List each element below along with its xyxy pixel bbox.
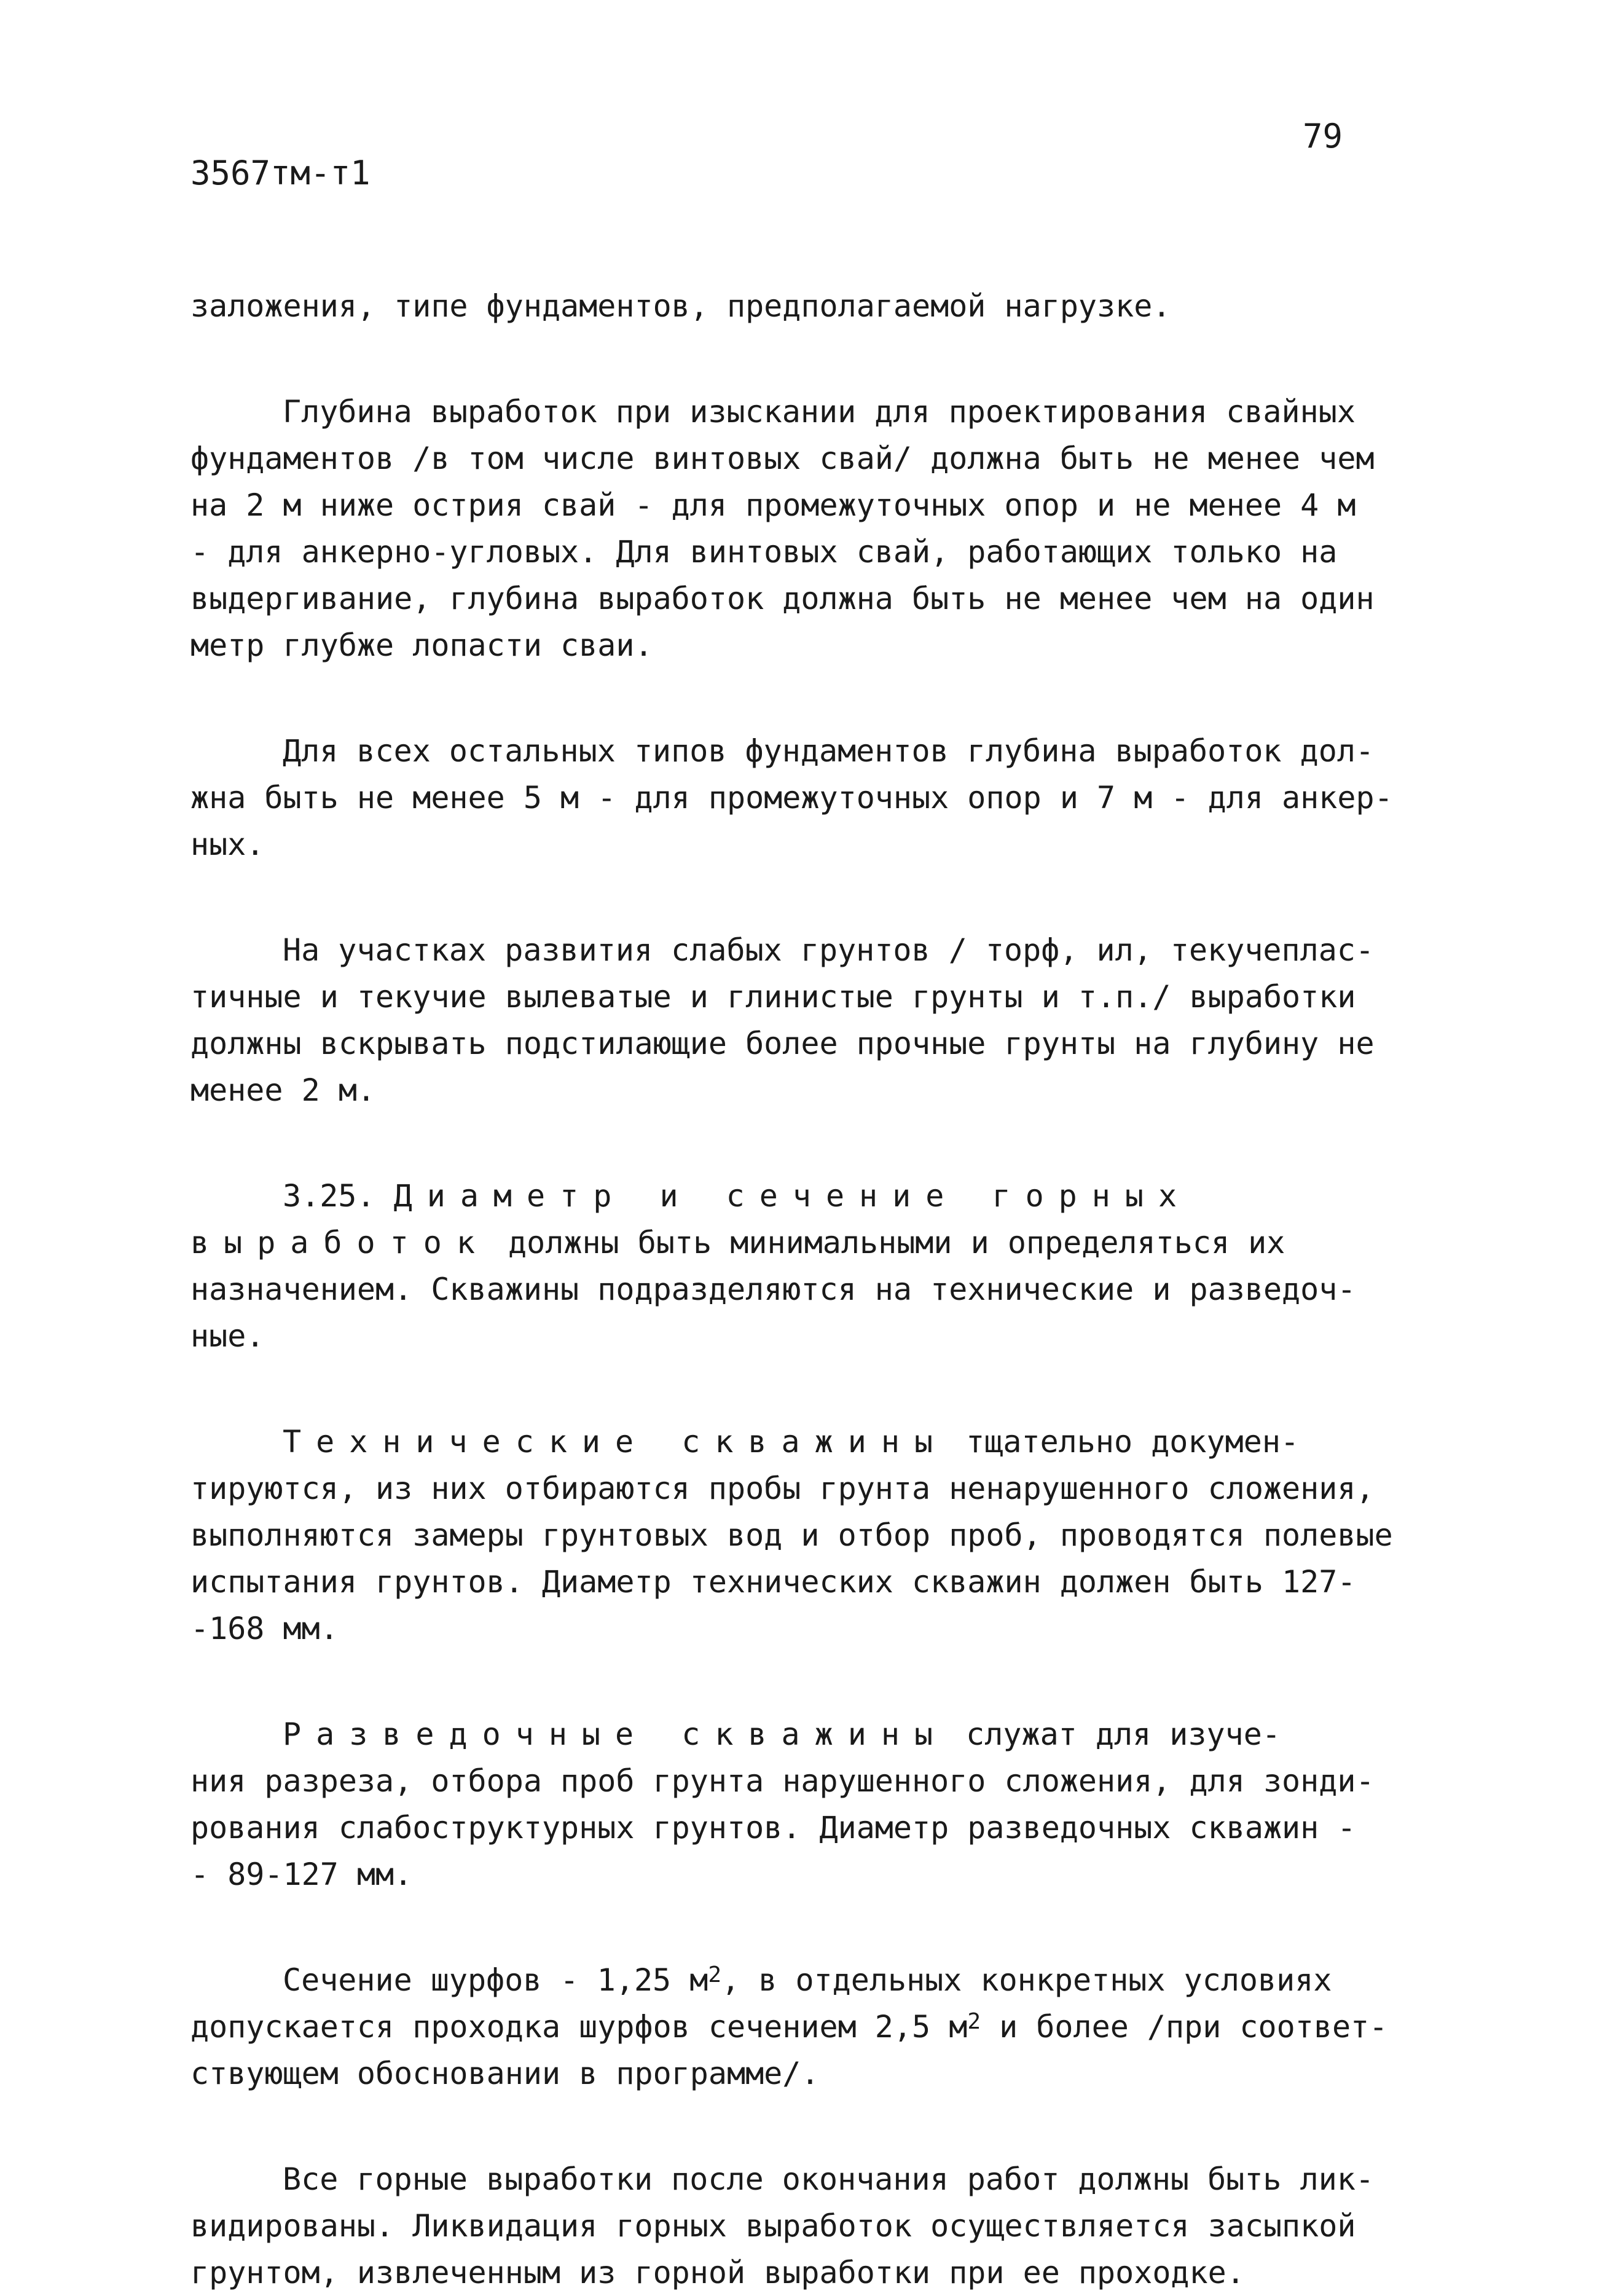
text-line: ния разреза, отбора проб грунта нарушенного сложения, для зонди- [190,1763,1375,1799]
text-span: и более /при соответ- [981,2009,1388,2045]
text-line: должны вскрывать подстилающие более прочные грунты на глубину не [190,1026,1375,1061]
text-line: Все горные выработки после окончания работ должны быть лик- [283,2161,1375,2197]
text-span: Сечение шурфов - 1,25 м [283,1962,708,1998]
text-line: назначением. Скважины подразделяются на технические и разведоч- [190,1272,1356,1307]
document-body [190,283,1419,2296]
superscript: 2 [967,2009,981,2034]
paragraph-2 [190,388,1419,669]
text-line [190,2003,1419,2050]
spaced-term: Технические скважины [283,1424,948,1460]
text-line: видированы. Ликвидация горных выработок осуществляется засыпкой [190,2208,1356,2244]
text-line [190,1418,1419,1465]
text-line: выполняются замеры грунтовых вод и отбор проб, проводятся полевые [190,1517,1393,1553]
text-line: фундаментов /в том числе винтовых свай/ должна быть не менее чем [190,441,1375,476]
text-line: на 2 м ниже острия свай - для промежуточных опор и не менее 4 м [190,487,1356,523]
text-line: тичные и текучие вылеватые и глинистые грунты и т.п./ выработки [190,979,1356,1015]
paragraph-3 [190,728,1419,868]
text-line: рования слабоструктурных грунтов. Диаметр разведочных скважин - [190,1810,1356,1846]
text-line: Для всех остальных типов фундаментов глубина выработок дол- [283,733,1375,769]
text-span: тщательно докумен- [966,1424,1300,1460]
text-span: , в отдельных конкретных условиях [721,1962,1332,1998]
text-span: служат для изуче- [966,1716,1281,1752]
spaced-term: Разведочные скважины [283,1716,948,1752]
text-line: менее 2 м. [190,1072,376,1108]
text-line [190,1957,1419,2003]
text-line: жна быть не менее 5 м - для промежуточных опор и 7 м - для анкер- [190,780,1393,816]
text-line [190,1219,1419,1266]
text-line: заложения, типе фундаментов, предполагаемой нагрузке. [190,288,1171,324]
document-code: 3567тм-т1 [190,154,371,192]
page-number: 79 [1303,117,1343,155]
text-line: грунтом, извлеченным из горной выработки при ее проходке. [190,2255,1245,2290]
text-line: Глубина выработок при изыскании для проектирования свайных [283,394,1356,430]
text-line: испытания грунтов. Диаметр технических скважин должен быть 127- [190,1564,1356,1600]
section-3-25 [190,1173,1419,1359]
spaced-heading: выработок [190,1225,490,1260]
text-line: ствующем обосновании в программе/. [190,2056,820,2091]
text-line: выдергивание, глубина выработок должна быть не менее чем на один [190,581,1375,616]
paragraph-4 [190,927,1419,1114]
text-span: допускается проходка шурфов сечением 2,5 м [190,2009,968,2045]
text-line: - 89-127 мм. [190,1857,413,1892]
text-span: должны быть минимальными и определяться их [508,1225,1285,1260]
paragraph-liquidation [190,2156,1419,2296]
paragraph-pit-section [190,1957,1419,2097]
superscript: 2 [708,1962,722,1987]
paragraph-exploration-wells [190,1711,1419,1898]
text-line [190,1711,1419,1758]
text-line: - для анкерно-угловых. Для винтовых свай, работающих только на [190,534,1338,570]
text-line: ные. [190,1318,265,1354]
paragraph-1 [190,283,1419,329]
text-line: тируются, из них отбираются пробы грунта ненарушенного сложения, [190,1471,1375,1506]
spaced-heading: Диаметр и сечение горных [393,1178,1192,1214]
text-line: метр глубже лопасти сваи. [190,627,653,663]
text-line: ных. [190,827,265,862]
text-line: -168 мм. [190,1611,339,1646]
section-number: 3.25. [283,1178,375,1214]
text-line [190,1173,1419,1219]
paragraph-technical-wells [190,1418,1419,1652]
text-line: На участках развития слабых грунтов / торф, ил, текучеплас- [283,932,1375,968]
